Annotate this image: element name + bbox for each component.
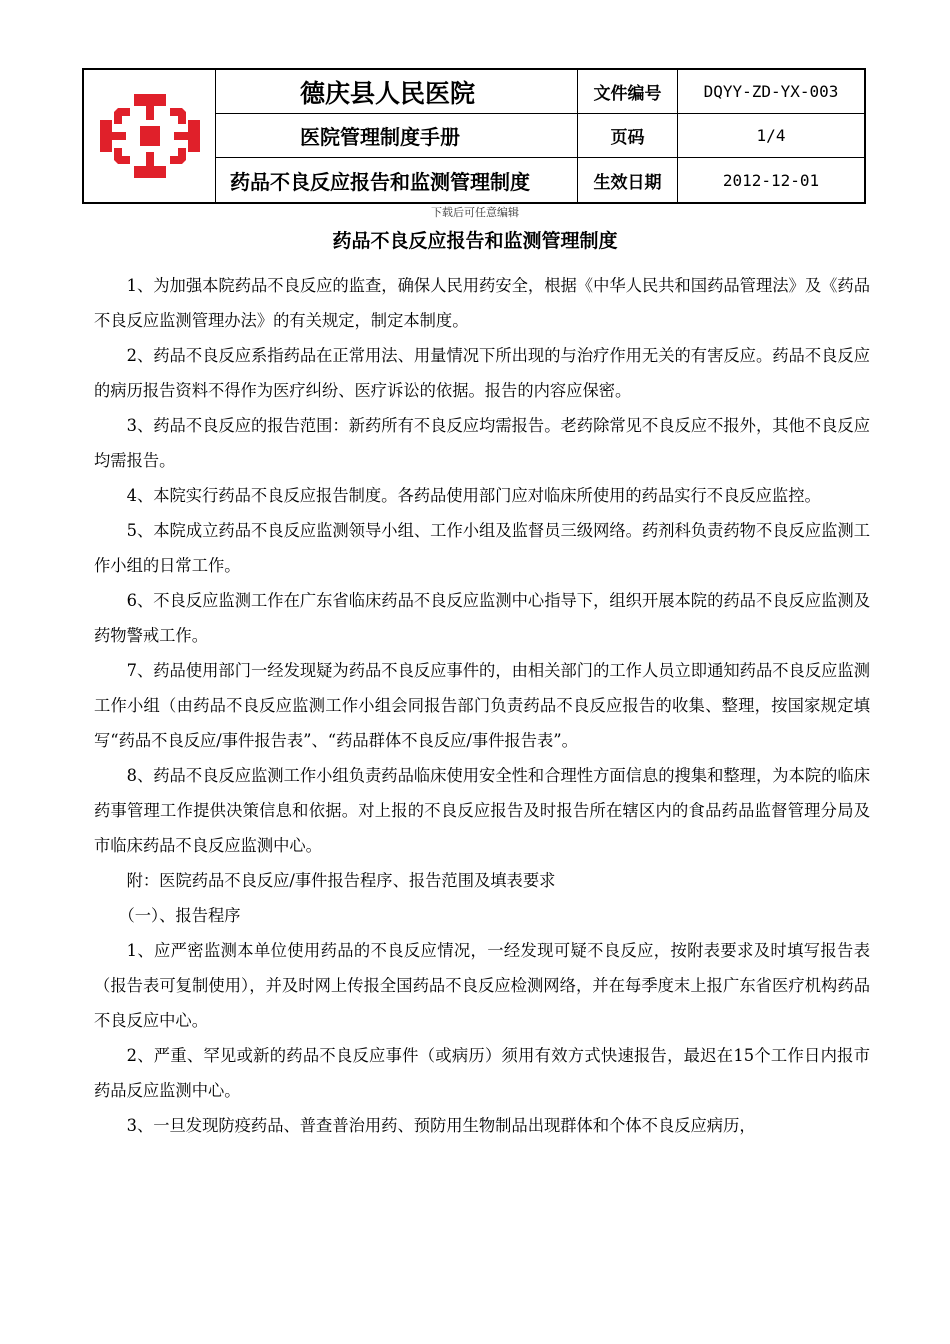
file-number-value: DQYY-ZD-YX-003: [678, 70, 864, 114]
paragraph-2: 2、药品不良反应系指药品在正常用法、用量情况下所出现的与治疗作用无关的有害反应。药品不良反应的病历报告资料不得作为医疗纠纷、医疗诉讼的依据。报告的内容应保密。: [94, 346, 870, 400]
paragraph-1: 1、为加强本院药品不良反应的监查，确保人民用药安全，根据《中华人民共和国药品管理法》及《药品不良反应监测管理办法》的有关规定，制定本制度。: [94, 276, 870, 330]
document-title: 药品不良反应报告和监测管理制度: [332, 230, 618, 252]
manual-name: 医院管理制度手册: [216, 114, 578, 158]
paragraph-5: 5、本院成立药品不良反应监测领导小组、工作小组及监督员三级网络。药剂科负责药物不良反应监测工作小组的日常工作。: [94, 521, 870, 575]
paragraph-7: 7、药品使用部门一经发现疑为药品不良反应事件的，由相关部门的工作人员立即通知药品不良反应监测工作小组（由药品不良反应监测工作小组会同报告部门负责药品不良反应报告的收集、整理，按国家规定填写“药品不良反应/事件报告表”、“药品群体不良反应/事件报告表”。: [94, 661, 870, 750]
policy-name: 药品不良反应报告和监测管理制度: [216, 158, 578, 202]
watermark-text: 下载后可任意编辑: [431, 206, 519, 219]
appendix-heading: 附：医院药品不良反应/事件报告程序、报告范围及填表要求: [126, 871, 556, 890]
red-cross-logo-icon: [96, 90, 204, 182]
procedure-item-1: 1、应严密监测本单位使用药品的不良反应情况，一经发现可疑不良反应，按附表要求及时填写报告表（报告表可复制使用），并及时网上传报全国药品不良反应检测网络，并在每季度末上报广东省医疗机构药品不良反应中心。: [94, 941, 870, 1030]
procedure-item-2: 2、严重、罕见或新的药品不良反应事件（或病历）须用有效方式快速报告，最迟在15个工作日内报市药品反应监测中心。: [94, 1046, 870, 1100]
paragraph-3: 3、药品不良反应的报告范围：新药所有不良反应均需报告。老药除常见不良反应不报外，其他不良反应均需报告。: [94, 416, 870, 470]
paragraph-8: 8、药品不良反应监测工作小组负责药品临床使用安全性和合理性方面信息的搜集和整理，为本院的临床药事管理工作提供决策信息和依据。对上报的不良反应报告及时报告所在辖区内的食品药品监督管理分局及市临床药品不良反应监测中心。: [94, 766, 870, 855]
document-body: [94, 268, 870, 1143]
page-value: 1/4: [678, 114, 864, 158]
hospital-logo: [84, 70, 216, 202]
paragraph-6: 6、不良反应监测工作在广东省临床药品不良反应监测中心指导下，组织开展本院的药品不良反应监测及药物警戒工作。: [94, 591, 870, 645]
procedure-item-3: 3、一旦发现防疫药品、普查普治用药、预防用生物制品出现群体和个体不良反应病历，: [126, 1116, 756, 1135]
paragraph-4: 4、本院实行药品不良反应报告制度。各药品使用部门应对临床所使用的药品实行不良反应监控。: [126, 486, 821, 505]
effective-date-label: 生效日期: [578, 158, 678, 202]
section-heading-report-procedure: （一）、报告程序: [118, 906, 241, 925]
hospital-name: 德庆县人民医院: [216, 70, 578, 114]
effective-date-value: 2012-12-01: [722, 170, 820, 190]
file-number-label: 文件编号: [578, 70, 678, 114]
document-header-table: [82, 68, 866, 204]
page-label: 页码: [578, 114, 678, 158]
